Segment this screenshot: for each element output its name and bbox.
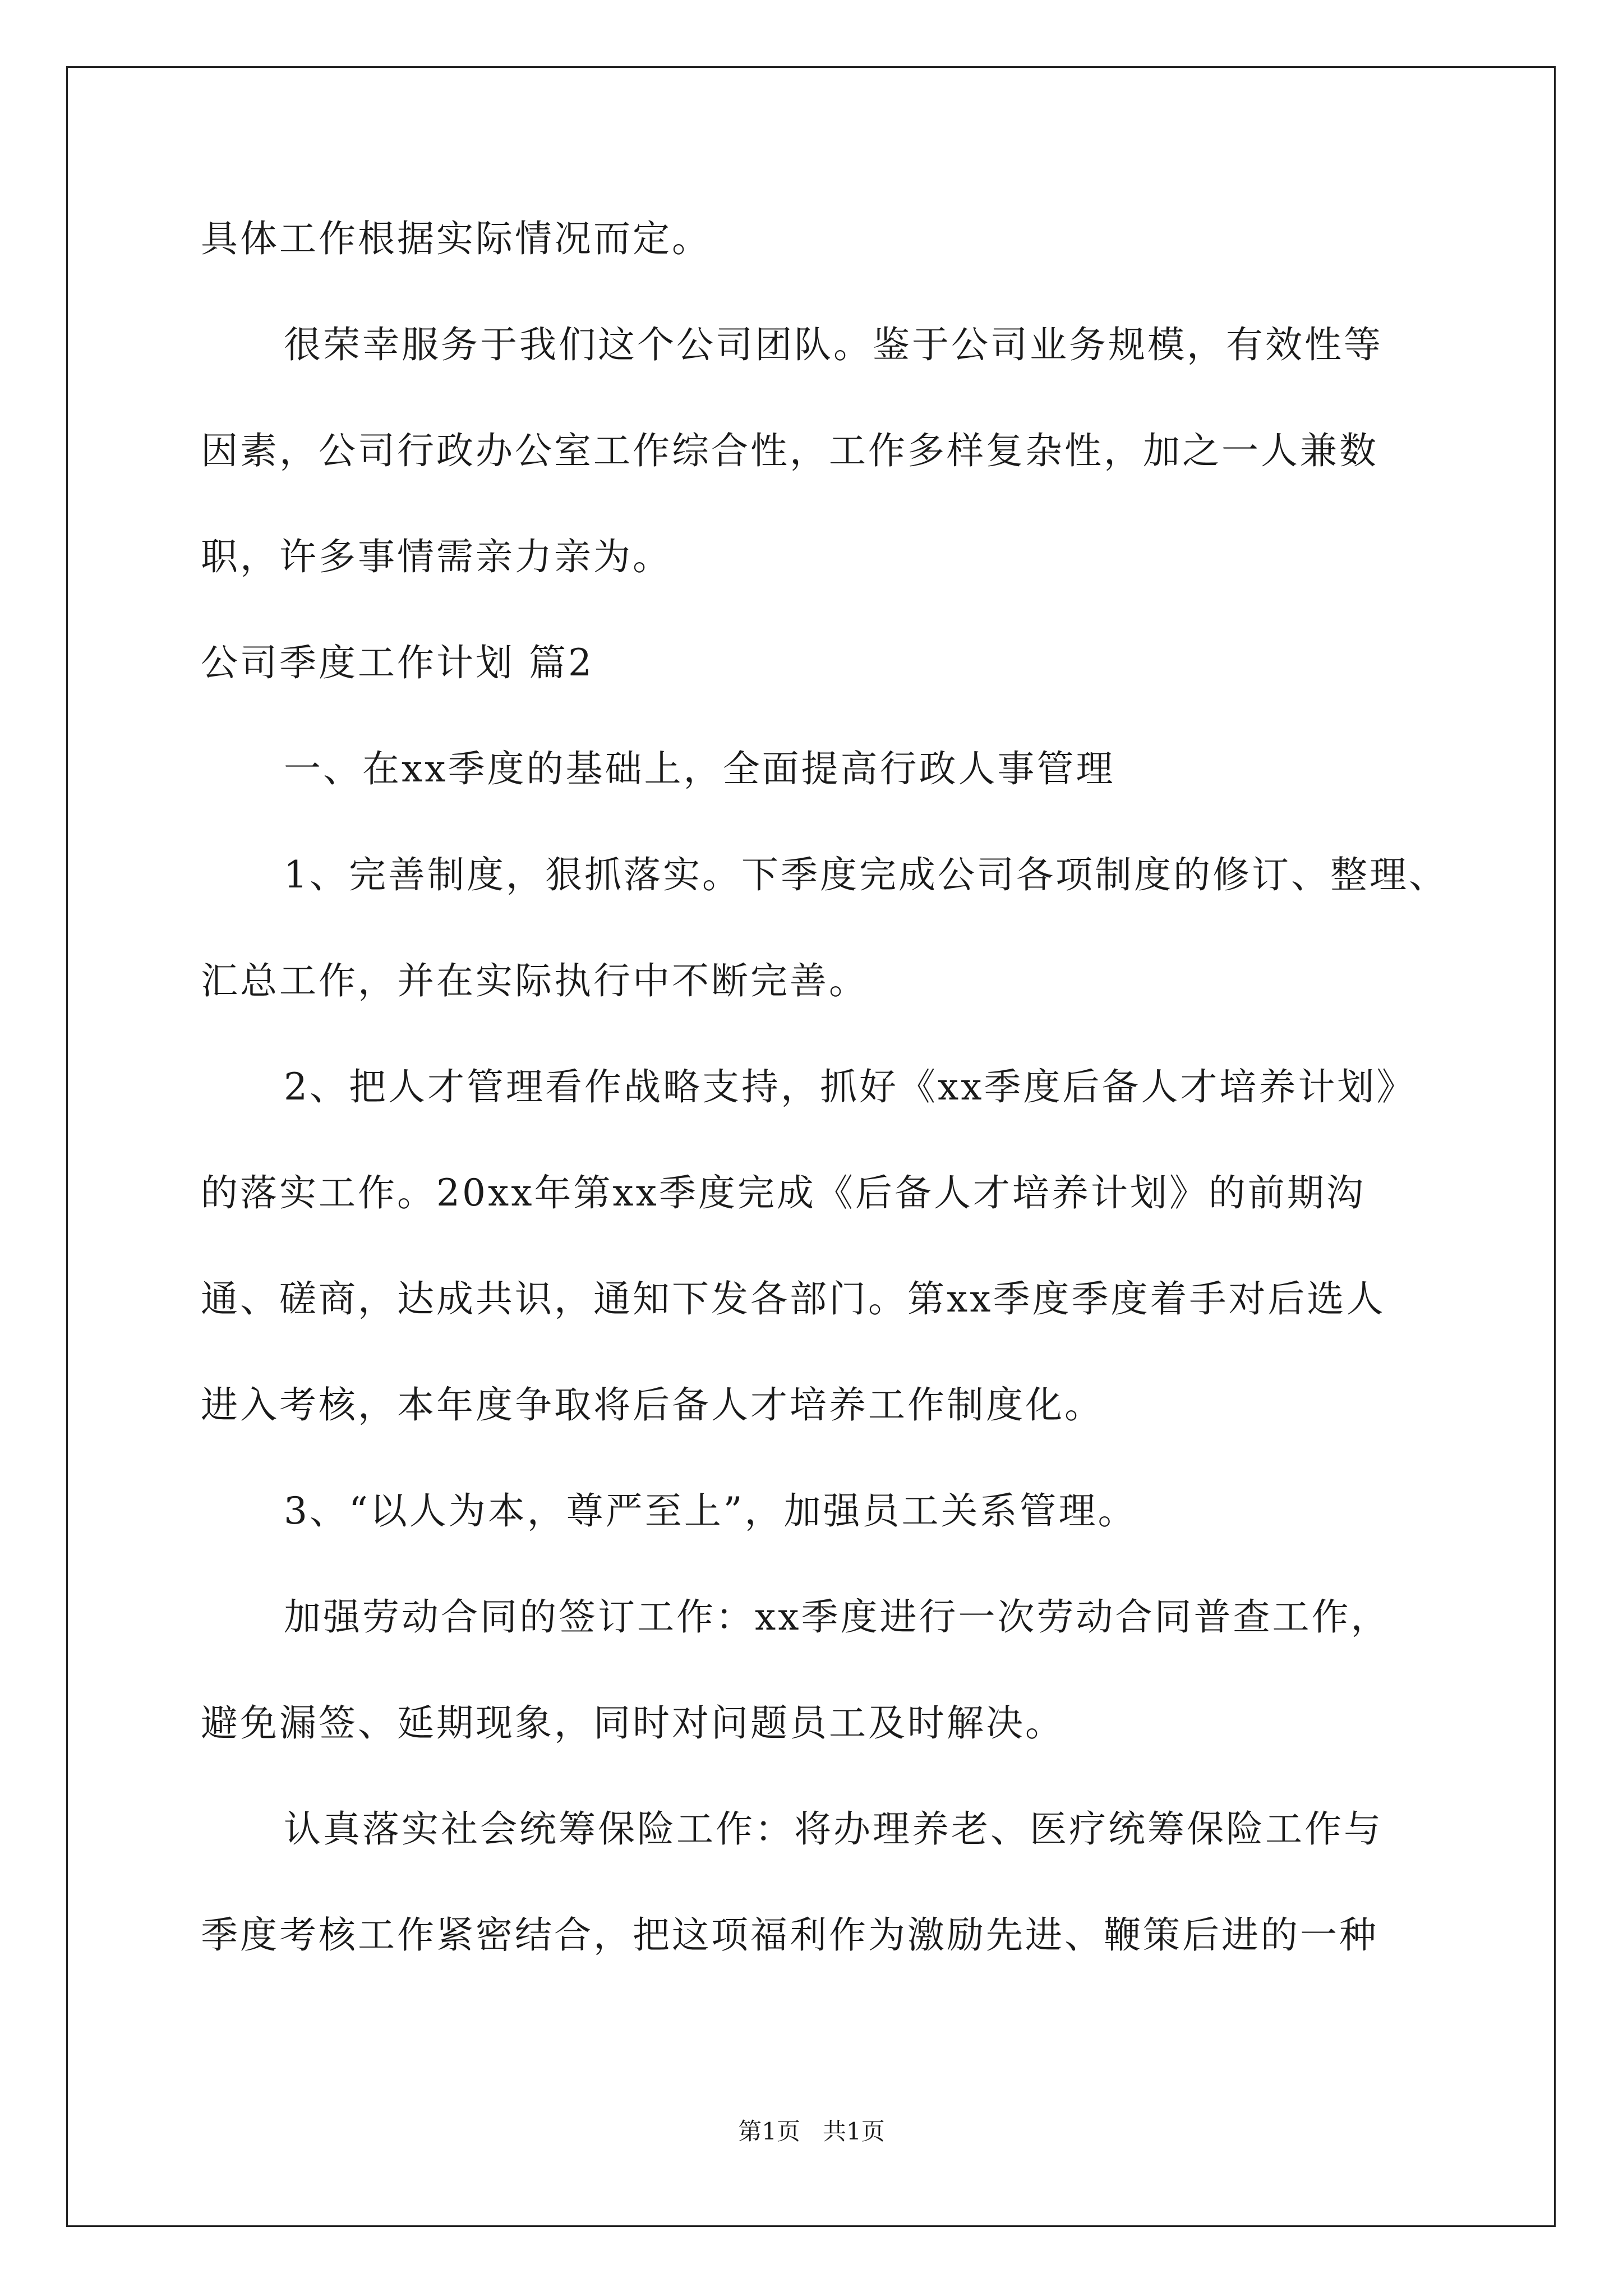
text-line: 的落实工作。20xx年第xx季度完成《后备人才培养计划》的前期沟 [201, 1171, 1366, 1214]
text-line: 很荣幸服务于我们这个公司团队。鉴于公司业务规模，有效性等 [284, 323, 1383, 366]
document-body [201, 213, 1448, 2016]
text-line: 2、把人才管理看作战略支持，抓好《xx季度后备人才培养计划》 [284, 1065, 1416, 1108]
text-line: 加强劳动合同的签订工作：xx季度进行一次劳动合同普查工作， [284, 1595, 1390, 1639]
text-line: 通、磋商，达成共识，通知下发各部门。第xx季度季度着手对后选人 [201, 1277, 1386, 1320]
text-line: 一、在xx季度的基础上，全面提高行政人事管理 [284, 747, 1115, 790]
text-line: 进入考核，本年度争取将后备人才培养工作制度化。 [201, 1383, 1104, 1427]
text-line: 汇总工作，并在实际执行中不断完善。 [201, 959, 868, 1002]
page-footer: 第1页 共1页 [738, 2118, 885, 2145]
text-line: 1、完善制度，狠抓落实。下季度完成公司各项制度的修订、整理、 [284, 853, 1448, 896]
text-line: 避免漏签、延期现象，同时对问题员工及时解决。 [201, 1701, 1064, 1745]
section-heading: 公司季度工作计划 篇2 [201, 641, 594, 684]
text-line: 具体工作根据实际情况而定。 [201, 217, 711, 260]
text-line: 认真落实社会统筹保险工作：将办理养老、医疗统筹保险工作与 [284, 1807, 1383, 1851]
text-line: 因素，公司行政办公室工作综合性，工作多样复杂性，加之一人兼数 [201, 429, 1378, 472]
text-line: 3、“以人为本，尊严至上”，加强员工关系管理。 [284, 1489, 1137, 1533]
text-line: 职，许多事情需亲力亲为。 [201, 535, 672, 578]
text-line: 季度考核工作紧密结合，把这项福利作为激励先进、鞭策后进的一种 [201, 1913, 1378, 1957]
